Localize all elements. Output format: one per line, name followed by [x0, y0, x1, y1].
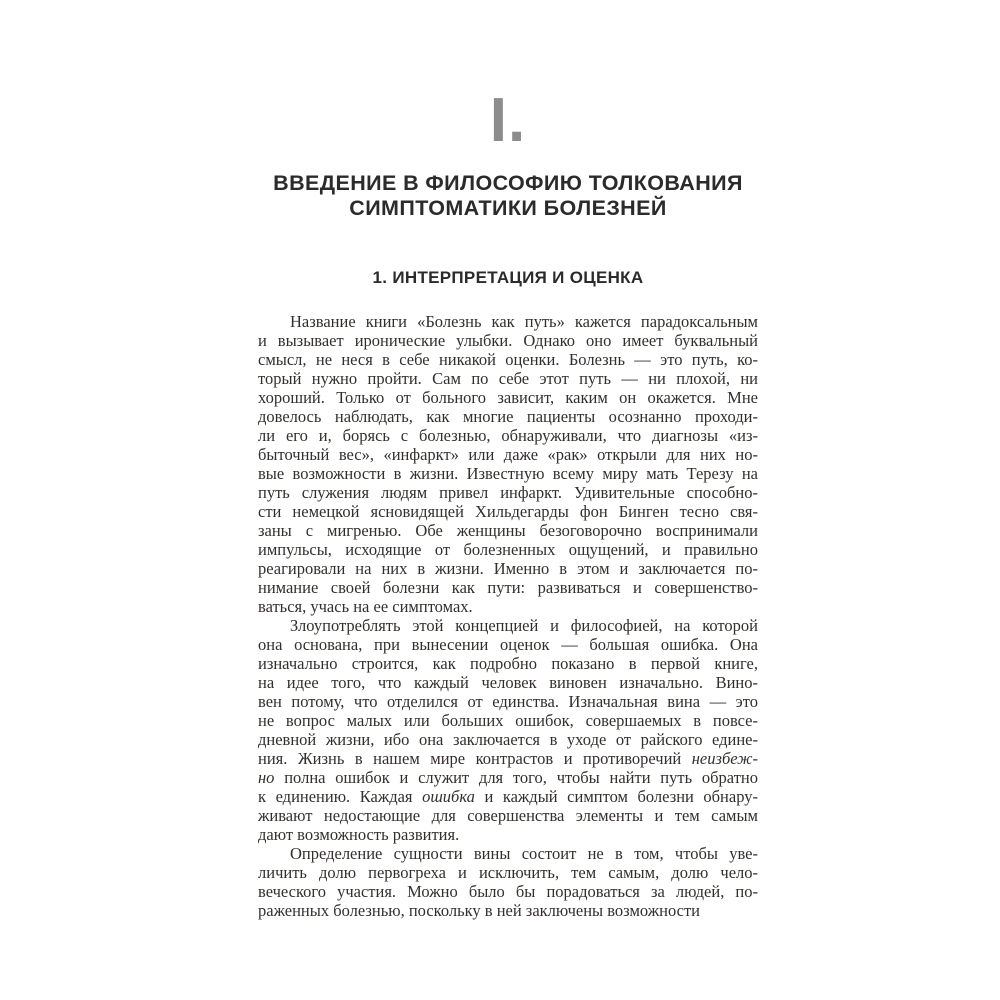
text-line: [258, 426, 758, 445]
text-segment: быточный вес», «инфаркт» или даже «рак» открыли для них но-: [258, 445, 758, 464]
text-segment: Определение сущности вины состоит не в том, чтобы уве-: [290, 844, 758, 863]
text-segment: живают недостающие для совершенства элементы и тем самым: [258, 806, 758, 825]
text-line: [258, 312, 758, 331]
text-segment: дают возможность развития.: [258, 825, 460, 844]
italic-text: неизбеж-: [691, 749, 758, 768]
chapter-title: ВВЕДЕНИЕ В ФИЛОСОФИЮ ТОЛКОВАНИЯ СИМПТОМАТИКИ БОЛЕЗНЕЙ: [273, 171, 743, 220]
text-segment: импульсы, исходящие от болезненных ощущений, и правильно: [258, 540, 758, 559]
text-line: [258, 597, 758, 616]
text-line: [258, 844, 758, 863]
text-line: [258, 711, 758, 730]
text-segment: вен потому, что отделился от единства. Изначальная вина — это: [258, 692, 758, 711]
text-segment: смысл, не неся в себе никакой оценки. Болезнь — это путь, ко-: [258, 350, 758, 369]
text-line: [258, 616, 758, 635]
text-line: [258, 483, 758, 502]
text-line: [258, 806, 758, 825]
text-segment: Злоупотреблять этой концепцией и философией, на которой: [290, 616, 758, 635]
text-segment: она основана, при вынесении оценок — большая ошибка. Она: [258, 635, 758, 654]
text-line: [258, 578, 758, 597]
text-line: [258, 749, 758, 768]
text-line: [258, 350, 758, 369]
italic-text: но: [258, 768, 275, 787]
text-segment: полна ошибок и служит для того, чтобы найти путь обратно: [274, 768, 758, 787]
text-line: [258, 445, 758, 464]
paragraph: [258, 616, 758, 844]
text-line: [258, 730, 758, 749]
text-segment: реагировали на них в жизни. Именно в этом и заключается по-: [258, 559, 758, 578]
text-segment: личить долю первогреха и исключить, тем самым, долю чело-: [258, 863, 758, 882]
text-line: [258, 502, 758, 521]
text-segment: и каждый симптом болезни обнару-: [474, 787, 758, 806]
text-line: [258, 635, 758, 654]
text-line: [258, 768, 758, 787]
paragraph: [258, 844, 758, 920]
text-segment: хороший. Только от больного зависит, каким он окажется. Мне: [258, 388, 758, 407]
text-segment: ли его и, борясь с болезнью, обнаруживали, что диагнозы «из-: [258, 426, 758, 445]
body-text: [258, 312, 758, 920]
text-segment: довелось наблюдать, как многие пациенты осознанно проходи-: [258, 407, 758, 426]
text-segment: нимание своей болезни как пути: развиваться и совершенство-: [258, 578, 758, 597]
text-segment: не вопрос малых или больших ошибок, совершаемых в повсе-: [258, 711, 758, 730]
text-line: [258, 464, 758, 483]
text-line: [258, 787, 758, 806]
text-line: [258, 407, 758, 426]
text-segment: ния. Жизнь в нашем мире контрастов и противоречий: [258, 749, 692, 768]
text-segment: и вызывает иронические улыбки. Однако оно имеет буквальный: [258, 331, 758, 350]
text-segment: раженных болезнью, поскольку в ней заключены возможности: [258, 901, 701, 920]
text-segment: на идее того, что каждый человек виновен изначально. Вино-: [258, 673, 758, 692]
text-line: [258, 654, 758, 673]
text-line: [258, 388, 758, 407]
paragraph: [258, 312, 758, 616]
text-line: [258, 331, 758, 350]
text-segment: ваться, учась на ее симптомах.: [258, 597, 473, 616]
section-title: 1. ИНТЕРПРЕТАЦИЯ И ОЦЕНКА: [372, 268, 644, 287]
text-line: [258, 825, 758, 844]
text-segment: к единению. Каждая: [258, 787, 423, 806]
text-segment: путь служения людям привел инфаркт. Удивительные способно-: [258, 483, 758, 502]
text-line: [258, 882, 758, 901]
text-line: [258, 540, 758, 559]
text-segment: веческого участия. Можно было бы порадоваться за людей, по-: [258, 882, 758, 901]
text-segment: Название книги «Болезнь как путь» кажется парадоксальным: [290, 312, 758, 331]
text-line: [258, 901, 758, 920]
text-segment: сти немецкой ясновидящей Хильдегарды фон Бинген тесно свя-: [258, 502, 758, 521]
text-line: [258, 863, 758, 882]
text-segment: торый нужно пройти. Сам по себе этот путь — ни плохой, ни: [258, 369, 758, 388]
text-line: [258, 692, 758, 711]
content-column: [258, 0, 758, 920]
italic-text: ошибка: [422, 787, 475, 806]
chapter-number: I.: [489, 86, 527, 155]
text-segment: изначально строится, как подробно показано в первой книге,: [258, 654, 758, 673]
text-segment: вые возможности в жизни. Известную всему миру мать Терезу на: [258, 464, 758, 483]
text-segment: заны с мигренью. Обе женщины безоговорочно воспринимали: [258, 521, 758, 540]
text-segment: дневной жизни, ибо она заключается в уходе от райского едине-: [258, 730, 758, 749]
text-line: [258, 369, 758, 388]
text-line: [258, 559, 758, 578]
text-line: [258, 673, 758, 692]
text-line: [258, 521, 758, 540]
